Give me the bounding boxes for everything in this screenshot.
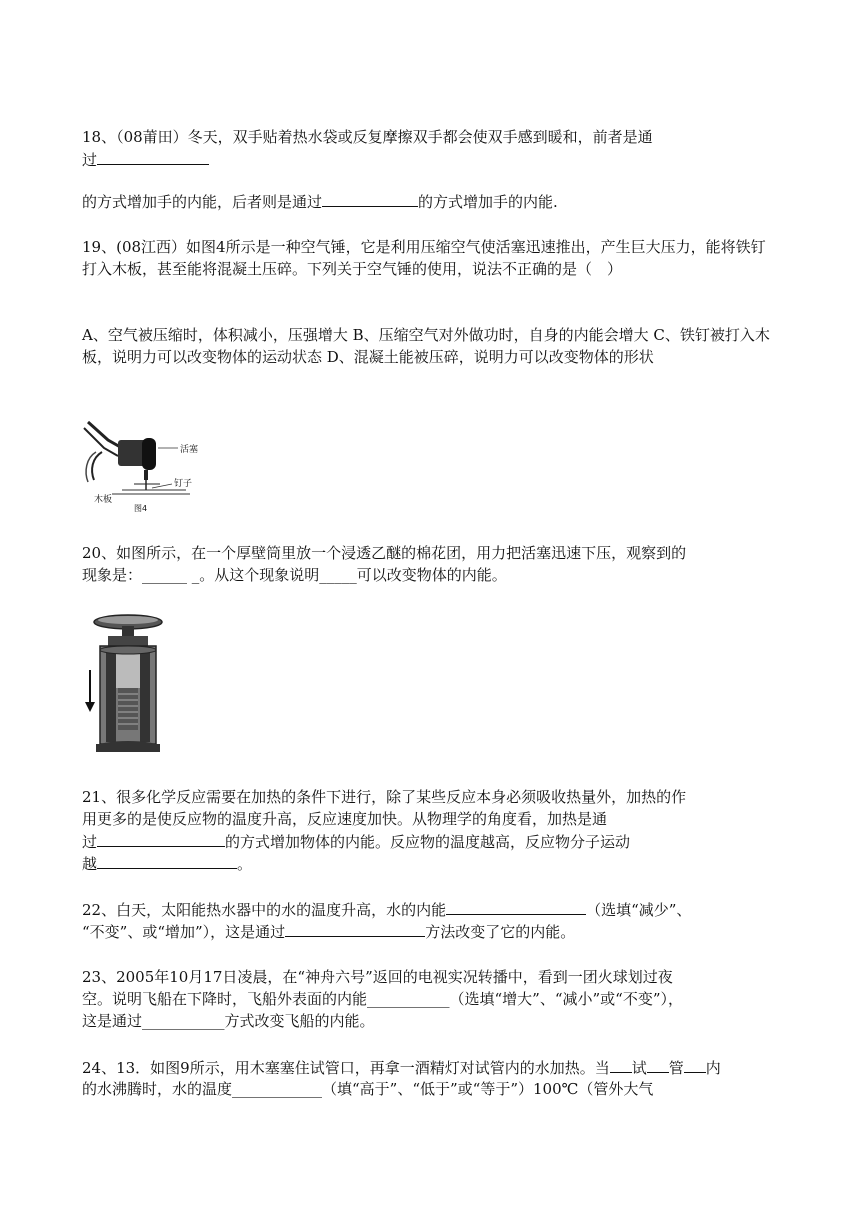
- q22-line2: [82, 920, 772, 943]
- q22-blank-2[interactable]: [285, 920, 425, 937]
- q20-line1: 20、如图所示，在一个厚壁筒里放一个浸透乙醚的棉花团，用力把活塞迅速下压，观察到的: [82, 544, 687, 562]
- q20-line2: 现象是：______ _。从这个现象说明_____可以改变物体的内能。: [82, 566, 507, 584]
- fig4-label-piston: 活塞: [180, 445, 199, 455]
- q24-line2: 的水沸腾时，水的温度____________（填“高于”、“低于”或“等于”）100℃（管外大气: [82, 1080, 654, 1098]
- q18-blank-1[interactable]: [97, 148, 209, 165]
- q18-line3: [82, 190, 772, 213]
- q18-line3-a: 的方式增加手的内能，后者则是通过: [82, 193, 323, 211]
- q24-line1-b: 试: [631, 1059, 647, 1077]
- q24-line1-d: 内: [705, 1059, 721, 1077]
- q22-blank-1[interactable]: [446, 898, 586, 915]
- q23-line1: 23、2005年10月17日凌晨，在“神舟六号”返回的电视实况转播中，看到一团火球划过夜: [82, 968, 673, 986]
- q24-blank-2[interactable]: [647, 1056, 669, 1073]
- q24-line1: [82, 1056, 772, 1079]
- q22-line2-a: “不变”、或“增加”），这是通过: [82, 923, 286, 941]
- q21-line4-a: 越: [82, 855, 98, 873]
- q23-line3: 这是通过___________方式改变飞船的内能。: [82, 1012, 375, 1030]
- q19-stem: 19、(08江西）如图4所示是一种空气锤，它是利用压缩空气使活塞迅速推出，产生巨大压力，能将铁钉打入木板，甚至能将混凝土压碎。下列关于空气锤的使用，说法不正确的是（ ）: [82, 238, 766, 278]
- q22-line2-b: 方法改变了它的内能。: [425, 923, 576, 941]
- q19-options: A、空气被压缩时，体积减小，压强增大 B、压缩空气对外做功时，自身的内能会增大 C、铁钉被打入木板，说明力可以改变物体的运动状态 D、混凝土能被压碎，说明力可以改变物体的形状: [82, 326, 770, 366]
- q24-blank-1[interactable]: [610, 1056, 632, 1073]
- q21-line1: 21、很多化学反应需要在加热的条件下进行，除了某些反应本身必须吸收热量外，加热的作: [82, 788, 687, 806]
- q22-line1-b: （选填“减少”、: [586, 901, 692, 919]
- air-hammer-figure: [82, 418, 202, 514]
- q21-blank-1[interactable]: [97, 830, 225, 847]
- q22-line1-a: 22、白天，太阳能热水器中的水的温度升高，水的内能: [82, 901, 447, 919]
- q22-line1: [82, 898, 772, 921]
- q21-blank-2[interactable]: [97, 852, 237, 869]
- q24-line1-a: 24、13．如图9所示，用木塞塞住试管口，再拿一酒精灯对试管内的水加热。当: [82, 1059, 610, 1077]
- q21-line3-a: 过: [82, 833, 98, 851]
- q18-line2: [82, 148, 772, 171]
- fig4-label-nail: 钉子: [174, 479, 193, 489]
- q21-line2: 用更多的是使反应物的温度升高，反应速度加快。从物理学的角度看，加热是通: [82, 810, 608, 828]
- q18-line2-text: 过: [82, 151, 98, 169]
- q21-line4: [82, 852, 772, 875]
- fig4-label-board: 木板: [94, 495, 113, 505]
- q23-line2: 空。说明飞船在下降时，飞船外表面的内能___________（选填“增大”、“减小”或“不变”），: [82, 990, 684, 1008]
- q24-line1-c: 管: [668, 1059, 684, 1077]
- q18-line3-b: 的方式增加手的内能.: [418, 193, 558, 211]
- q18-blank-2[interactable]: [322, 190, 418, 207]
- fig4-caption: 图4: [134, 504, 148, 513]
- q21-line4-b: 。: [237, 855, 253, 873]
- q21-line3-b: 的方式增加物体的内能。反应物的温度越高，反应物分子运动: [225, 833, 631, 851]
- q24-blank-3[interactable]: [684, 1056, 706, 1073]
- piston-cylinder-figure: [82, 610, 164, 758]
- q18-line1: 18、（08莆田）冬天，双手贴着热水袋或反复摩擦双手都会使双手感到暖和，前者是通: [82, 128, 653, 146]
- q21-line3: [82, 830, 772, 853]
